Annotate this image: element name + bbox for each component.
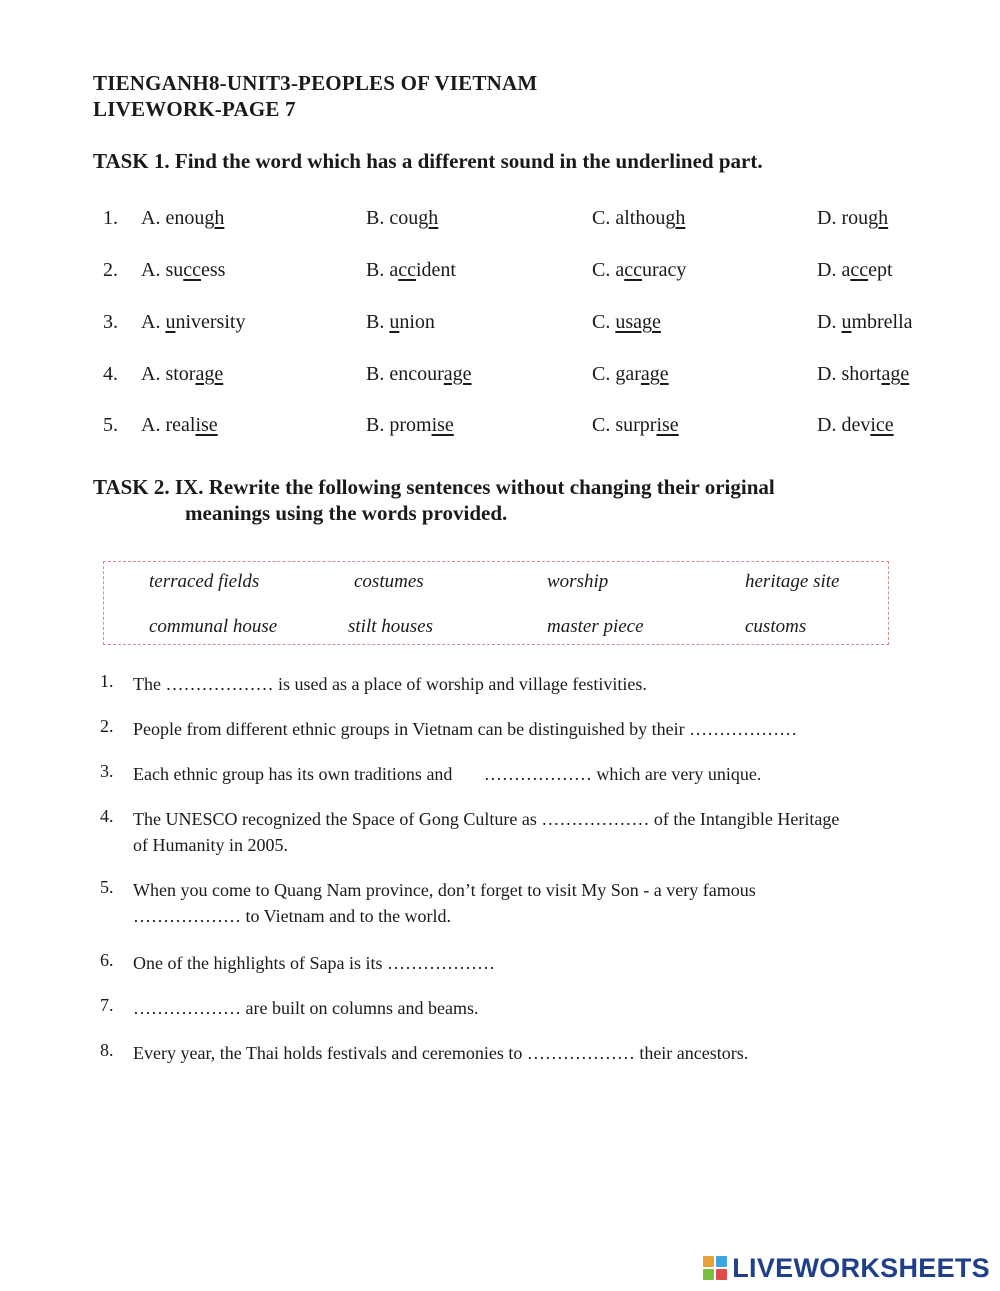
sentence-text[interactable]	[133, 995, 943, 1021]
question-number: 4.	[103, 363, 118, 385]
answer-option[interactable]	[366, 414, 454, 437]
sentence-number: 5.	[100, 877, 114, 897]
underlined-part: gh	[204, 207, 225, 229]
sentence-text[interactable]	[133, 671, 943, 697]
task2-title-line1: TASK 2. IX. Rewrite the following sentences without changing their original	[93, 475, 775, 499]
answer-option[interactable]	[592, 363, 669, 386]
word-part: a	[615, 259, 625, 281]
option-letter: D.	[817, 414, 837, 436]
option-letter: C.	[592, 414, 611, 436]
answer-option[interactable]	[141, 363, 223, 386]
sentence-line: Every year, the Thai holds festivals and ceremonies to ……………… their ancestors.	[133, 1043, 749, 1063]
option-letter: B.	[366, 363, 385, 385]
word-part: short	[841, 363, 882, 385]
question-number: 3.	[103, 311, 118, 333]
underlined-part: cc	[624, 259, 642, 281]
sentence-line: When you come to Quang Nam province, don’t forget to visit My Son - a very famous	[133, 880, 756, 900]
option-letter: A.	[141, 363, 161, 385]
word-part: dev	[841, 414, 871, 436]
liveworksheets-logo	[703, 1252, 990, 1284]
option-letter: B.	[366, 259, 385, 281]
option-letter: B.	[366, 207, 385, 229]
question-number: 5.	[103, 414, 118, 436]
answer-option[interactable]	[141, 414, 218, 437]
word-part: rou	[841, 207, 869, 229]
answer-option[interactable]	[366, 311, 435, 334]
sentence-text[interactable]	[133, 806, 943, 858]
word-bank-item: heritage site	[745, 571, 840, 592]
task2-title-line2: meanings using the words provided.	[185, 501, 508, 525]
word-part: mbrella	[851, 311, 913, 333]
word-part: ept	[868, 259, 893, 281]
word-part: encour	[389, 363, 444, 385]
underlined-part: cc	[398, 259, 416, 281]
worksheet-subtitle: LIVEWORK-PAGE 7	[93, 97, 296, 121]
word-part: enou	[165, 207, 205, 229]
option-letter: D.	[817, 311, 837, 333]
answer-option[interactable]	[817, 414, 894, 437]
liveworksheets-logo-icon	[703, 1256, 727, 1280]
word-part: ess	[201, 259, 226, 281]
sentence-line: People from different ethnic groups in Vietnam can be distinguished by their ………………	[133, 719, 798, 739]
option-letter: A.	[141, 207, 161, 229]
answer-option[interactable]	[366, 363, 472, 386]
logo-square	[716, 1269, 727, 1280]
underlined-part: age	[195, 363, 224, 385]
option-letter: D.	[817, 363, 837, 385]
logo-text: LIVEWORKSHEETS	[732, 1252, 990, 1283]
sentence-number: 8.	[100, 1040, 114, 1060]
answer-option[interactable]	[817, 259, 893, 282]
option-letter: C.	[592, 363, 611, 385]
underlined-part: gh	[665, 207, 686, 229]
sentence-number: 2.	[100, 716, 114, 736]
word-part: uracy	[642, 259, 687, 281]
sentence-text[interactable]	[133, 761, 943, 787]
sentence-text[interactable]	[133, 950, 943, 976]
option-letter: A.	[141, 259, 161, 281]
word-bank-item: costumes	[354, 571, 424, 592]
word-bank-item: master piece	[547, 616, 644, 637]
answer-option[interactable]	[366, 207, 438, 230]
answer-option[interactable]	[592, 311, 661, 334]
sentence-number: 4.	[100, 806, 114, 826]
underlined-part: age	[443, 363, 472, 385]
sentence-line: Each ethnic group has its own traditions and ……………… which are very unique.	[133, 764, 762, 784]
sentence-line: The ……………… is used as a place of worship and village festivities.	[133, 674, 647, 694]
logo-square	[703, 1256, 714, 1267]
word-bank-item: terraced fields	[149, 571, 260, 592]
sentence-number: 7.	[100, 995, 114, 1015]
underlined-part: u	[841, 311, 852, 333]
sentence-text[interactable]	[133, 716, 943, 742]
word-part: ident	[416, 259, 456, 281]
underlined-part: cc	[183, 259, 202, 281]
sentence-line: ……………… to Vietnam and to the world.	[133, 906, 452, 926]
underlined-part: age	[881, 363, 910, 385]
word-bank-item: stilt houses	[348, 616, 433, 637]
underlined-part: cc	[850, 259, 869, 281]
underlined-part: u	[389, 311, 400, 333]
question-number: 1.	[103, 207, 118, 229]
sentence-line: ……………… are built on columns and beams.	[133, 998, 479, 1018]
logo-square	[716, 1256, 727, 1267]
answer-option[interactable]	[592, 414, 679, 437]
answer-option[interactable]	[141, 259, 225, 282]
option-letter: B.	[366, 414, 385, 436]
word-part: niversity	[175, 311, 246, 333]
question-number: 2.	[103, 259, 118, 281]
answer-option[interactable]	[592, 259, 686, 282]
worksheet-title: TIENGANH8-UNIT3-PEOPLES OF VIETNAM	[93, 71, 538, 95]
sentence-number: 3.	[100, 761, 114, 781]
sentence-number: 1.	[100, 671, 114, 691]
answer-option[interactable]	[817, 311, 913, 334]
option-letter: A.	[141, 311, 161, 333]
underlined-part: age	[640, 363, 669, 385]
answer-option[interactable]	[366, 259, 456, 282]
task1-title: TASK 1. Find the word which has a different sound in the underlined part.	[93, 149, 763, 173]
answer-option[interactable]	[817, 363, 909, 386]
underlined-part: gh	[868, 207, 889, 229]
underlined-part: gh	[418, 207, 439, 229]
sentence-line: of Humanity in 2005.	[133, 835, 288, 855]
option-letter: D.	[817, 207, 837, 229]
word-part: stor	[165, 363, 196, 385]
option-letter: C.	[592, 207, 611, 229]
word-bank-item: worship	[547, 571, 609, 592]
option-letter: B.	[366, 311, 385, 333]
word-part: gar	[615, 363, 641, 385]
word-part: cou	[389, 207, 419, 229]
sentence-number: 6.	[100, 950, 114, 970]
word-part: real	[165, 414, 196, 436]
underlined-part: ise	[195, 414, 218, 436]
answer-option[interactable]	[592, 207, 685, 230]
word-part: nion	[399, 311, 435, 333]
word-part: a	[389, 259, 399, 281]
underlined-part: u	[165, 311, 176, 333]
word-part: prom	[389, 414, 432, 436]
sentence-text[interactable]	[133, 1040, 943, 1066]
option-letter: C.	[592, 259, 611, 281]
logo-square	[703, 1269, 714, 1280]
word-bank-item: customs	[745, 616, 807, 637]
sentence-line: One of the highlights of Sapa is its ………………	[133, 953, 495, 973]
sentence-text[interactable]	[133, 877, 943, 929]
underlined-part: ice	[870, 414, 894, 436]
underlined-part: ise	[431, 414, 454, 436]
option-letter: C.	[592, 311, 611, 333]
option-letter: A.	[141, 414, 161, 436]
underlined-part: usage	[615, 311, 661, 333]
answer-option[interactable]	[141, 207, 224, 230]
word-bank-item: communal house	[149, 616, 278, 637]
sentence-line: The UNESCO recognized the Space of Gong Culture as ……………… of the Intangible Heritage	[133, 809, 840, 829]
word-part: althou	[615, 207, 666, 229]
word-part: su	[165, 259, 184, 281]
word-part: a	[841, 259, 851, 281]
option-letter: D.	[817, 259, 837, 281]
word-part: surpr	[615, 414, 657, 436]
answer-option[interactable]	[141, 311, 245, 334]
answer-option[interactable]	[817, 207, 888, 230]
underlined-part: ise	[656, 414, 679, 436]
